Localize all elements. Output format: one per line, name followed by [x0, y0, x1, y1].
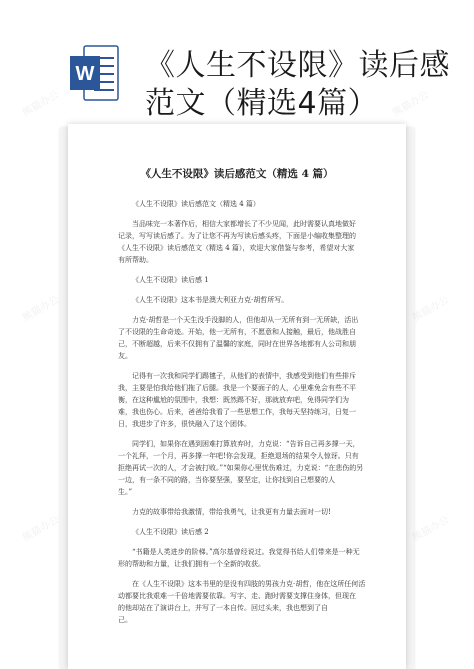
- paragraph-line: 同学们，如果你在遇到困难打算放弃时，力克说：“告诉自己再多撑一天，: [132, 440, 360, 448]
- paragraph-line: 衡，在这种尴尬的氛围中，我想：既然踢不好，那就放弃吧，免得同学们为: [118, 396, 349, 404]
- paragraph-line: 《人生不设限》这本书是澳大利亚力克·胡哲所写。: [132, 296, 289, 304]
- svg-text:W: W: [75, 63, 95, 85]
- paragraph: [118, 274, 372, 286]
- paragraph-line: 动都要比我艰难一千倍地需要依靠。写字、走、跑时需要支撑住身体，但现在: [118, 592, 356, 600]
- paragraph: [118, 546, 372, 570]
- paragraph-line: 在《人生不设限》这本书里的是没有四肢的男孩力克·胡哲，他在这所任何活: [132, 580, 366, 588]
- page-title-line-1: 《人生不设限》读后感: [145, 48, 450, 83]
- document-title: 《人生不设限》读后感范文（精选 4 篇）: [140, 168, 334, 180]
- paragraph-line: 当品味完一本著作后，相信大家都增长了不少见闻，此时需要认真地做好: [132, 220, 356, 228]
- watermark: 熊猫办公: [20, 294, 62, 324]
- paragraph-line: 有所帮助。: [118, 256, 153, 264]
- paragraph-line: 记得有一次我和同学们踢毽子，从他们的表情中，我感受到他们有些排斥: [132, 372, 356, 380]
- word-document-icon: [70, 44, 120, 102]
- watermark: 熊猫办公: [410, 514, 452, 544]
- paragraph-line: 《人生不设限》读后感 1: [132, 276, 209, 284]
- paragraph: [118, 370, 372, 430]
- paragraph: [118, 438, 372, 498]
- paragraph: [118, 294, 372, 306]
- paragraph-line: 一个礼拜，一个月，再多撑一年吧!你会发现，拒绝退场的结果令人惊讶。只有: [118, 452, 359, 460]
- paragraph-line: 拒绝再试一次的人，才会被打败。”“如果你心里忧伤难过，力克说：“在悲伤的另: [118, 464, 364, 472]
- paragraph-line: 形的帮助和力量，让我们拥有一个全新的收获。: [118, 560, 265, 568]
- paragraph-line: 《人生不设限》读后感 2: [132, 528, 209, 536]
- paragraph-line: 了不设限的生命奇迹。开始，他一无所有，不愿意和人接触，最后，他战胜自: [118, 328, 356, 336]
- paragraph-line: 友。: [118, 352, 132, 360]
- watermark: 熊猫办公: [410, 294, 452, 324]
- watermark: 熊猫办公: [20, 514, 62, 544]
- document-page: [68, 124, 406, 669]
- paragraph: [118, 506, 372, 518]
- paragraph-line: “书籍是人类进步的阶梯。”高尔基曾经说过。我觉得书给人们带来是一种无: [132, 548, 360, 556]
- paragraph-line: 日，我进步了许多，很快融入了这个团体。: [118, 420, 251, 428]
- paragraph-line: 力克·胡哲是一个天生没手没脚的人，但他却从一无所有到一无所缺，活出: [132, 316, 359, 324]
- paragraph-line: 记录，写写读后感了。为了让您不再为写读后感头疼，下面是小编收集整理的: [118, 232, 356, 240]
- paragraph: [118, 314, 372, 362]
- paragraph-line: 己。: [118, 616, 132, 624]
- paragraph: [118, 198, 372, 210]
- paragraph-line: 己，不断超越，后来不仅拥有了温馨的家庭，同时在世界各地都有人公司和朋: [118, 340, 356, 348]
- paragraph-line: 的他却站在了演讲台上，并写了一本自传。回过头来，我也想到了自: [118, 604, 328, 612]
- paragraph-line: 生。”: [118, 488, 133, 496]
- page-title-line-2: 范文（精选4篇）: [145, 86, 379, 121]
- paragraph: [118, 218, 372, 266]
- paragraph-line: 《人生不设限》读后感范文（精选 4 篇）: [132, 200, 260, 208]
- paragraph: [118, 578, 372, 626]
- page-header: [0, 0, 474, 120]
- paragraph-line: 《人生不设限》读后感范文（精选 4 篇），欢迎大家借鉴与参考，希望对大家: [118, 244, 355, 252]
- paragraph-line: 我，主要是怕我给他们拖了后腿。我是一个要面子的人，心里难免会有些不平: [118, 384, 356, 392]
- paragraph: [118, 526, 372, 538]
- paragraph-line: 难，我也伤心。后来，爸爸给我看了一些思想工作，我每天坚持练习，日复一: [118, 408, 356, 416]
- paragraph-line: 力克的故事带给我激情，带给我勇气，让我更有力量去面对一切!: [132, 508, 331, 516]
- paragraph-line: 一边，有一条不同的路，当你要坚强，要坚定，让你找到自己想要的人: [118, 476, 335, 484]
